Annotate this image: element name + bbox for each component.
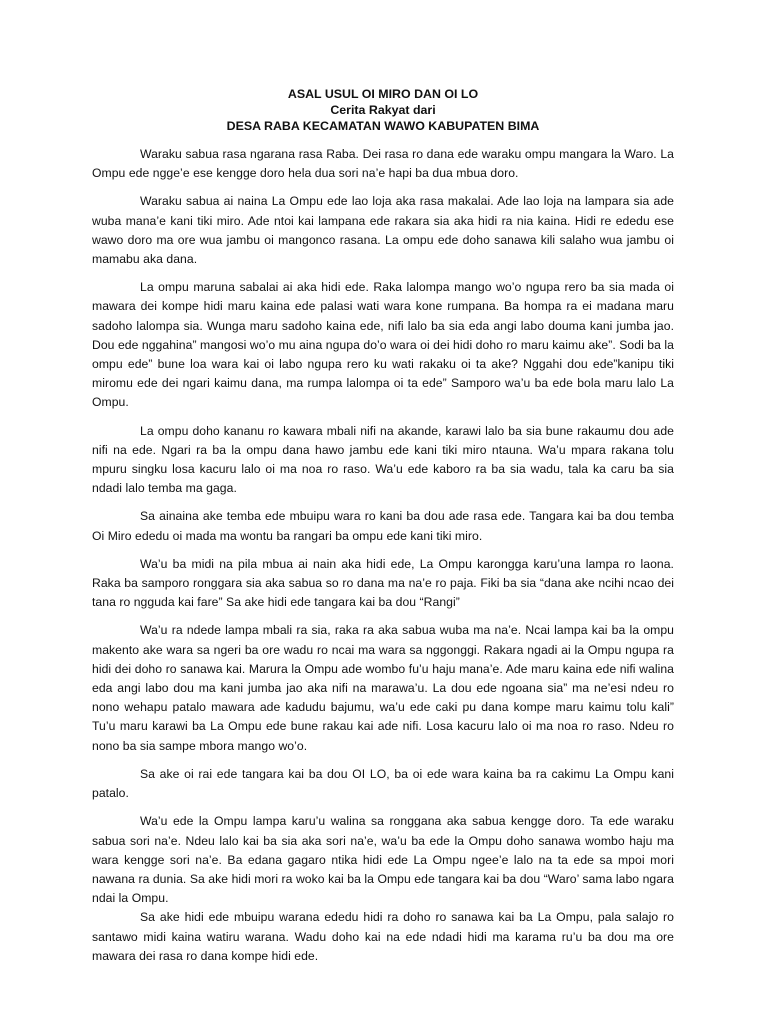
paragraph-1: Waraku sabua rasa ngarana rasa Raba. Dei rasa ro dana ede waraku ompu mangara la Waro. La Ompu ede ngge’e ese kengge doro hela dua sori na’e hapi ba dua mbua doro. xyxy=(92,147,674,181)
paragraph-6: Wa’u ba midi na pila mbua ai nain aka hidi ede, La Ompu karongga karu’una lampa ro laona. Raka ba samporo ronggara sia aka sabua so ro dana ma na’e ro paja. Fiki ba sia “dana ake ncihi ncao dei tana ro ngguda kai fare” Sa ake hidi ede tangara kai ba dou “Rangi” xyxy=(92,556,674,610)
document-header xyxy=(92,86,674,134)
paragraph-9: Wa’u ede la Ompu lampa karu’u walina sa ronggana aka sabua kengge doro. Ta ede waraku sabua sori na’e. Ndeu lalo kai ba sia aka sori na’e, wa’u ba ede la Ompu doho sanawa wombo haju ma wara kengge sori na’e. Ba edana gagaro ntika hidi ede La Ompu ngee’e lalo na ta ede sa mpoi mori nawana ra dunia. Sa ake hidi mori ra woko kai ba la Ompu ede tangara kai ba dou “Waro’ sama labo ngara ndai la Ompu. xyxy=(92,814,674,906)
document-location: DESA RABA KECAMATAN WAWO KABUPATEN BIMA xyxy=(226,119,540,133)
document-subtitle: Cerita Rakyat dari xyxy=(330,103,436,117)
paragraph-7: Wa’u ra ndede lampa mbali ra sia, raka ra aka sabua wuba ma na’e. Ncai lampa kai ba la ompu makento ake wara sa ngeri ba ore wadu ro ncai ma wara sa nggonggi. Rakara ngadi ai la Ompu ngupa ra hidi dei doho ro sanawa kai. Marura la Ompu ade wombo fu’u haju mana’e. Ade maru kaina ede nifi walina eda angi labo dou ma kani jumba jao aka nifi na marawa’u. La dou ede ngoana sia” ma ne’esi ndeu ro nono wehapu patalo mawara ade kadudu bajumu, wa’u ede caki pu dana kompe maru kaimu tolu kali” Tu’u maru karawi ba La Ompu ede bune rakau kai ade nifi. Losa kacuru lalo oi ma noa ro raso. Ndeu ro nono ba sia sampe mbora mango wo’o. xyxy=(92,623,674,753)
paragraph-5: Sa ainaina ake temba ede mbuipu wara ro kani ba dou ade rasa ede. Tangara kai ba dou temba Oi Miro ededu oi mada ma wontu ba rangari ba ompu ede kani tiki miro. xyxy=(92,509,674,543)
paragraph-10: Sa ake hidi ede mbuipu warana ededu hidi ra doho ro sanawa kai ba La Ompu, pala salajo ro santawo midi kaina watiru warana. Wadu doho kai na ede ndadi hidi ma karama ru’u ba dou ma ore mawara dei rasa ro dana kompe hidi ede. xyxy=(92,910,674,963)
document-page xyxy=(92,86,674,975)
document-title: ASAL USUL OI MIRO DAN OI LO xyxy=(287,87,479,101)
paragraph-3: La ompu maruna sabalai ai aka hidi ede. Raka lalompa mango wo’o ngupa rero ba sia mada oi mawara dei kompe hidi maru kaina ede palasi wati wara kone rumpana. Ba hompa ra ei madana maru sadoho lalompa sia. Wunga maru sadoho kaina ede, nifi lalo ba sia eda angi labo douma kani jumba jao. Dou ede nggahina” mangosi wo’o mu aina ngupa do’o wara oi dei hidi doho ro maru kaimu ake”. Sodi ba la ompu ede” bune loa wara kai oi labo ngupa rero ku wati rakaku oi ta ake? Nggahi dou ede”kanipu tiki miromu ede dei ngari kaimu dana, ma rumpa lalompa oi ta ede” Samporo wa’u ba ede bola maru lalo La Ompu. xyxy=(92,280,674,410)
paragraph-8: Sa ake oi rai ede tangara kai ba dou OI LO, ba oi ede wara kaina ba ra cakimu La Ompu kani patalo. xyxy=(92,766,674,801)
paragraph-4: La ompu doho kananu ro kawara mbali nifi na akande, karawi lalo ba sia bune rakaumu dou ade nifi na ede. Ngari ra ba la ompu dana hawo jambu ede kani tiki miro ntauna. Wa’u mpara rakana tolu mpuru singku losa kacuru lalo oi ma noa ro raso. Wa’u ede kaboro ra ba sia wadu, tala ka caru ba sia ndadi lalo temba ma gaga. xyxy=(92,423,674,496)
paragraph-2: Waraku sabua ai naina La Ompu ede lao loja aka rasa makalai. Ade lao loja na lampara sia ade wuba mana’e kani tiki miro. Ade ntoi kai lampana ede rakara sia aka hidi ra nia kaina. Hidi re ededu ese wawo doro ma ore wua jambu oi mangonco rasana. La ompu ede doho sanawa kili salaho wua jambu oi mamabu aka dana. xyxy=(92,194,674,267)
